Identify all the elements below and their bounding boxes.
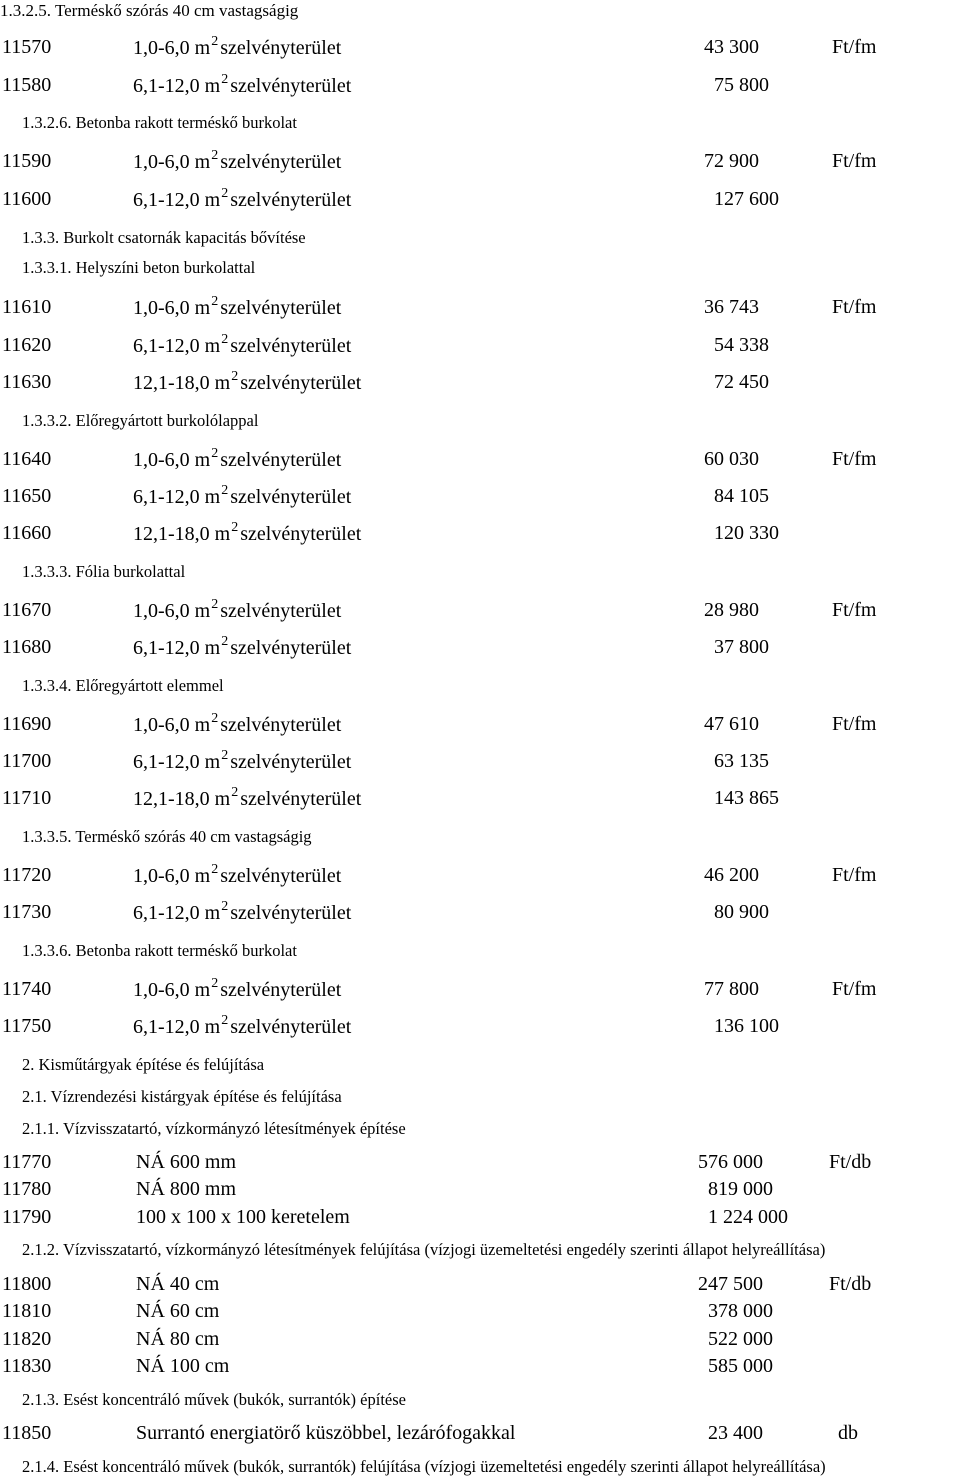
item-text: szelvényterület (220, 979, 342, 1001)
item-text: szelvényterület (240, 523, 362, 545)
item-range: 12,1-18,0 m (133, 788, 231, 810)
item-description (133, 785, 362, 810)
item-range: 6,1-12,0 m (133, 189, 221, 211)
item-description (133, 369, 362, 394)
item-unit-superscript: 2 (221, 1013, 229, 1028)
item-range: 6,1-12,0 m (133, 751, 221, 773)
item-description (133, 446, 342, 471)
item-unit: db (838, 1422, 858, 1444)
item-code: 11740 (2, 978, 52, 1000)
item-text: szelvényterület (220, 37, 342, 59)
item-unit: Ft/fm (832, 864, 877, 886)
item-code: 11720 (2, 864, 52, 886)
item-code: 11620 (2, 334, 52, 356)
item-code: 11830 (2, 1355, 52, 1377)
item-code: 11800 (2, 1273, 52, 1295)
section-heading: 1.3.3.6. Betonba rakott terméskő burkolat (22, 941, 297, 960)
item-description: NÁ 800 mm (136, 1178, 236, 1200)
item-price: 77 800 (704, 978, 759, 1000)
item-text: szelvényterület (230, 1016, 352, 1038)
item-unit-superscript: 2 (211, 711, 219, 726)
item-text: szelvényterület (220, 600, 342, 622)
item-unit-superscript: 2 (231, 785, 239, 800)
item-unit: Ft/db (829, 1273, 872, 1295)
section-heading: 1.3.3. Burkolt csatornák kapacitás bővítése (22, 228, 306, 247)
item-unit: Ft/fm (832, 36, 877, 58)
item-unit-superscript: 2 (221, 748, 229, 763)
item-code: 11820 (2, 1328, 52, 1350)
item-unit-superscript: 2 (211, 862, 219, 877)
item-code: 11640 (2, 448, 52, 470)
section-heading: 1.3.3.4. Előregyártott elemmel (22, 676, 224, 695)
item-code: 11770 (2, 1151, 52, 1173)
item-description (133, 862, 342, 887)
section-heading: 2.1.4. Esést koncentráló művek (bukók, surrantók) felújítása (vízjogi üzemeltetési engedély szerinti állapot helyreállítása) (22, 1457, 826, 1476)
item-text: szelvényterület (220, 714, 342, 736)
item-price: 46 200 (704, 864, 759, 886)
item-price: 378 000 (708, 1300, 773, 1322)
item-description (133, 597, 342, 622)
item-unit-superscript: 2 (211, 446, 219, 461)
item-unit-superscript: 2 (211, 294, 219, 309)
item-description (133, 634, 352, 659)
item-code: 11850 (2, 1422, 52, 1444)
item-price: 60 030 (704, 448, 759, 470)
item-code: 11650 (2, 485, 52, 507)
section-heading: 2.1.3. Esést koncentráló művek (bukók, surrantók) építése (22, 1390, 406, 1409)
item-text: szelvényterület (240, 788, 362, 810)
item-description: NÁ 80 cm (136, 1328, 220, 1350)
item-description (133, 520, 362, 545)
item-unit: Ft/fm (832, 713, 877, 735)
item-range: 1,0-6,0 m (133, 865, 211, 887)
item-price: 585 000 (708, 1355, 773, 1377)
item-unit: Ft/db (829, 1151, 872, 1173)
item-range: 1,0-6,0 m (133, 449, 211, 471)
item-price: 37 800 (714, 636, 769, 658)
item-code: 11810 (2, 1300, 52, 1322)
item-price: 819 000 (708, 1178, 773, 1200)
item-description: NÁ 600 mm (136, 1151, 236, 1173)
item-range: 1,0-6,0 m (133, 600, 211, 622)
item-text: szelvényterület (230, 751, 352, 773)
section-heading: 2.1.2. Vízvisszatartó, vízkormányzó létesítmények felújítása (vízjogi üzemeltetési engedély szerinti állapot helyreállítása) (22, 1240, 826, 1259)
item-description (133, 294, 342, 319)
item-description: NÁ 60 cm (136, 1300, 220, 1322)
item-description: NÁ 100 cm (136, 1355, 230, 1377)
item-range: 6,1-12,0 m (133, 75, 221, 97)
item-range: 6,1-12,0 m (133, 486, 221, 508)
item-code: 11610 (2, 296, 52, 318)
item-text: szelvényterület (230, 75, 352, 97)
item-unit-superscript: 2 (211, 34, 219, 49)
item-price: 120 330 (714, 522, 779, 544)
item-range: 1,0-6,0 m (133, 979, 211, 1001)
item-description: NÁ 40 cm (136, 1273, 220, 1295)
item-code: 11700 (2, 750, 52, 772)
item-code: 11750 (2, 1015, 52, 1037)
section-heading: 1.3.3.5. Terméskő szórás 40 cm vastagságig (22, 827, 312, 846)
item-code: 11590 (2, 150, 52, 172)
item-range: 1,0-6,0 m (133, 297, 211, 319)
item-code: 11570 (2, 36, 52, 58)
item-range: 12,1-18,0 m (133, 372, 231, 394)
item-description (133, 34, 342, 59)
item-range: 6,1-12,0 m (133, 637, 221, 659)
item-text: szelvényterület (230, 335, 352, 357)
item-text: szelvényterület (240, 372, 362, 394)
section-heading: 1.3.3.1. Helyszíni beton burkolattal (22, 258, 256, 277)
item-price: 23 400 (708, 1422, 763, 1444)
item-price: 63 135 (714, 750, 769, 772)
item-price: 127 600 (714, 188, 779, 210)
item-unit: Ft/fm (832, 599, 877, 621)
item-price: 247 500 (698, 1273, 763, 1295)
item-text: szelvényterület (230, 189, 352, 211)
item-unit-superscript: 2 (231, 520, 239, 535)
item-description (133, 899, 352, 924)
item-unit-superscript: 2 (221, 483, 229, 498)
item-text: szelvényterület (230, 637, 352, 659)
item-unit: Ft/fm (832, 296, 877, 318)
item-code: 11710 (2, 787, 52, 809)
item-unit-superscript: 2 (221, 332, 229, 347)
item-range: 12,1-18,0 m (133, 523, 231, 545)
item-text: szelvényterület (230, 902, 352, 924)
item-price: 54 338 (714, 334, 769, 356)
item-range: 1,0-6,0 m (133, 151, 211, 173)
item-unit-superscript: 2 (221, 899, 229, 914)
item-price: 522 000 (708, 1328, 773, 1350)
item-code: 11780 (2, 1178, 52, 1200)
item-text: szelvényterület (220, 865, 342, 887)
item-price: 47 610 (704, 713, 759, 735)
item-price: 136 100 (714, 1015, 779, 1037)
item-unit: Ft/fm (832, 150, 877, 172)
item-code: 11690 (2, 713, 52, 735)
item-description (133, 1013, 352, 1038)
item-code: 11630 (2, 371, 52, 393)
item-unit: Ft/fm (832, 978, 877, 1000)
item-price: 28 980 (704, 599, 759, 621)
section-heading: 1.3.2.5. Terméskő szórás 40 cm vastagságig (0, 1, 299, 20)
item-unit: Ft/fm (832, 448, 877, 470)
item-unit-superscript: 2 (211, 148, 219, 163)
item-range: 1,0-6,0 m (133, 714, 211, 736)
item-text: szelvényterület (220, 151, 342, 173)
item-text: szelvényterület (230, 486, 352, 508)
item-unit-superscript: 2 (221, 634, 229, 649)
item-text: szelvényterület (220, 449, 342, 471)
item-unit-superscript: 2 (221, 186, 229, 201)
item-price: 143 865 (714, 787, 779, 809)
item-description (133, 748, 352, 773)
item-price: 75 800 (714, 74, 769, 96)
item-code: 11730 (2, 901, 52, 923)
item-price: 43 300 (704, 36, 759, 58)
item-range: 6,1-12,0 m (133, 335, 221, 357)
item-price: 72 900 (704, 150, 759, 172)
item-description (133, 976, 342, 1001)
item-unit-superscript: 2 (211, 976, 219, 991)
item-code: 11580 (2, 74, 52, 96)
item-price: 72 450 (714, 371, 769, 393)
item-description (133, 148, 342, 173)
item-description (133, 186, 352, 211)
section-heading: 2. Kisműtárgyak építése és felújítása (22, 1055, 265, 1074)
item-price: 576 000 (698, 1151, 763, 1173)
item-code: 11680 (2, 636, 52, 658)
item-description (133, 711, 342, 736)
item-unit-superscript: 2 (211, 597, 219, 612)
item-code: 11670 (2, 599, 52, 621)
item-text: szelvényterület (220, 297, 342, 319)
item-description (133, 72, 352, 97)
item-unit-superscript: 2 (231, 369, 239, 384)
item-price: 36 743 (704, 296, 759, 318)
item-unit-superscript: 2 (221, 72, 229, 87)
section-heading: 1.3.2.6. Betonba rakott terméskő burkolat (22, 113, 297, 132)
item-code: 11660 (2, 522, 52, 544)
section-heading: 1.3.3.2. Előregyártott burkolólappal (22, 411, 259, 430)
section-heading: 2.1. Vízrendezési kistárgyak építése és felújítása (22, 1087, 342, 1106)
section-heading: 1.3.3.3. Fólia burkolattal (22, 562, 186, 581)
item-range: 6,1-12,0 m (133, 1016, 221, 1038)
item-price: 1 224 000 (708, 1206, 788, 1228)
item-range: 1,0-6,0 m (133, 37, 211, 59)
item-description: Surrantó energiatörő küszöbbel, lezárófogakkal (136, 1422, 516, 1444)
item-description (133, 483, 352, 508)
item-code: 11600 (2, 188, 52, 210)
item-range: 6,1-12,0 m (133, 902, 221, 924)
item-price: 84 105 (714, 485, 769, 507)
item-description (133, 332, 352, 357)
item-code: 11790 (2, 1206, 52, 1228)
section-heading: 2.1.1. Vízvisszatartó, vízkormányzó létesítmények építése (22, 1119, 406, 1138)
item-description: 100 x 100 x 100 keretelem (136, 1206, 350, 1228)
item-price: 80 900 (714, 901, 769, 923)
